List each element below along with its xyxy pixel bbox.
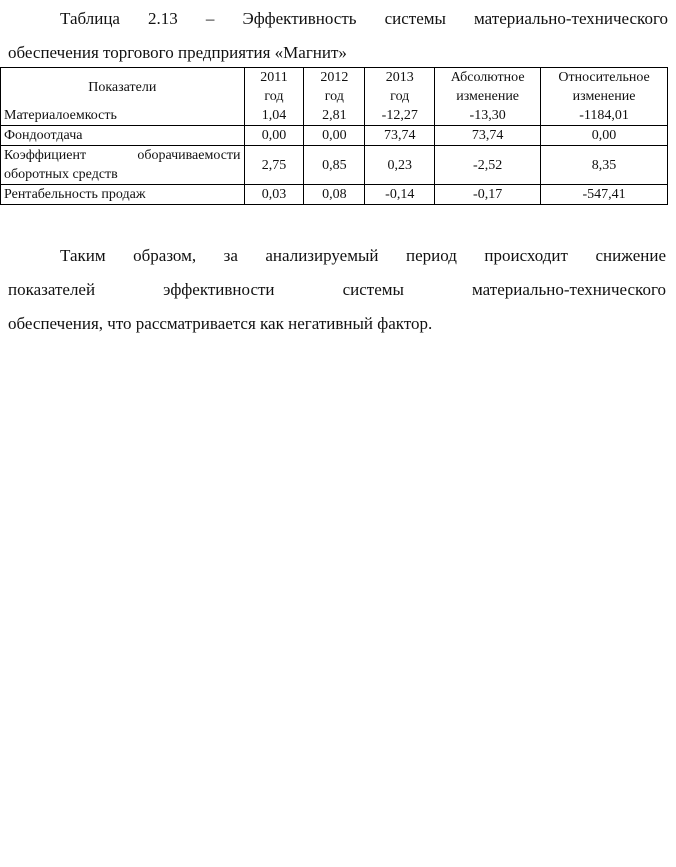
header-indicator: Показатели (1, 68, 245, 107)
caption-line-2: обеспечения торгового предприятия «Магнит» (8, 43, 347, 62)
cell-2013: -12,27 (365, 106, 435, 126)
cell-relative-change: 0,00 (541, 126, 668, 146)
cell-2013: -0,14 (365, 185, 435, 205)
cell-2011: 1,04 (244, 106, 304, 126)
table-row (1, 106, 668, 126)
caption-line-1: Таблица 2.13 – Эффективность системы материально-технического (60, 9, 668, 28)
cell-absolute-change: -13,30 (435, 106, 541, 126)
table-caption (8, 2, 668, 70)
paragraph-line-3: обеспечения, что рассматривается как негативный фактор. (8, 314, 433, 333)
table-row (1, 146, 668, 185)
cell-2011: 0,00 (244, 126, 304, 146)
paragraph-line-2: показателей эффективности системы материально-технического (8, 280, 666, 299)
cell-absolute-change: -2,52 (435, 146, 541, 185)
cell-2012: 2,81 (304, 106, 365, 126)
header-relative-change: Относительное изменение (541, 68, 668, 107)
cell-2011: 2,75 (244, 146, 304, 185)
cell-relative-change: -1184,01 (541, 106, 668, 126)
cell-2012: 0,08 (304, 185, 365, 205)
efficiency-table (0, 67, 668, 205)
row-label: Рентабельность продаж (1, 185, 245, 205)
cell-absolute-change: 73,74 (435, 126, 541, 146)
paragraph-line-1: Таким образом, за анализируемый период происходит снижение (60, 246, 666, 265)
conclusion-paragraph (8, 239, 666, 341)
cell-2011: 0,03 (244, 185, 304, 205)
row-label: Коэффициент оборачиваемости оборотных средств (1, 146, 245, 185)
cell-absolute-change: -0,17 (435, 185, 541, 205)
table-row (1, 185, 668, 205)
cell-relative-change: -547,41 (541, 185, 668, 205)
cell-relative-change: 8,35 (541, 146, 668, 185)
cell-2013: 73,74 (365, 126, 435, 146)
cell-2012: 0,00 (304, 126, 365, 146)
row-label: Фондоотдача (1, 126, 245, 146)
header-absolute-change: Абсолютное изменение (435, 68, 541, 107)
header-2011: 2011 год (244, 68, 304, 107)
table-row (1, 126, 668, 146)
header-2012: 2012 год (304, 68, 365, 107)
cell-2012: 0,85 (304, 146, 365, 185)
cell-2013: 0,23 (365, 146, 435, 185)
table-header-row (1, 68, 668, 107)
header-2013: 2013 год (365, 68, 435, 107)
row-label: Материалоемкость (1, 106, 245, 126)
